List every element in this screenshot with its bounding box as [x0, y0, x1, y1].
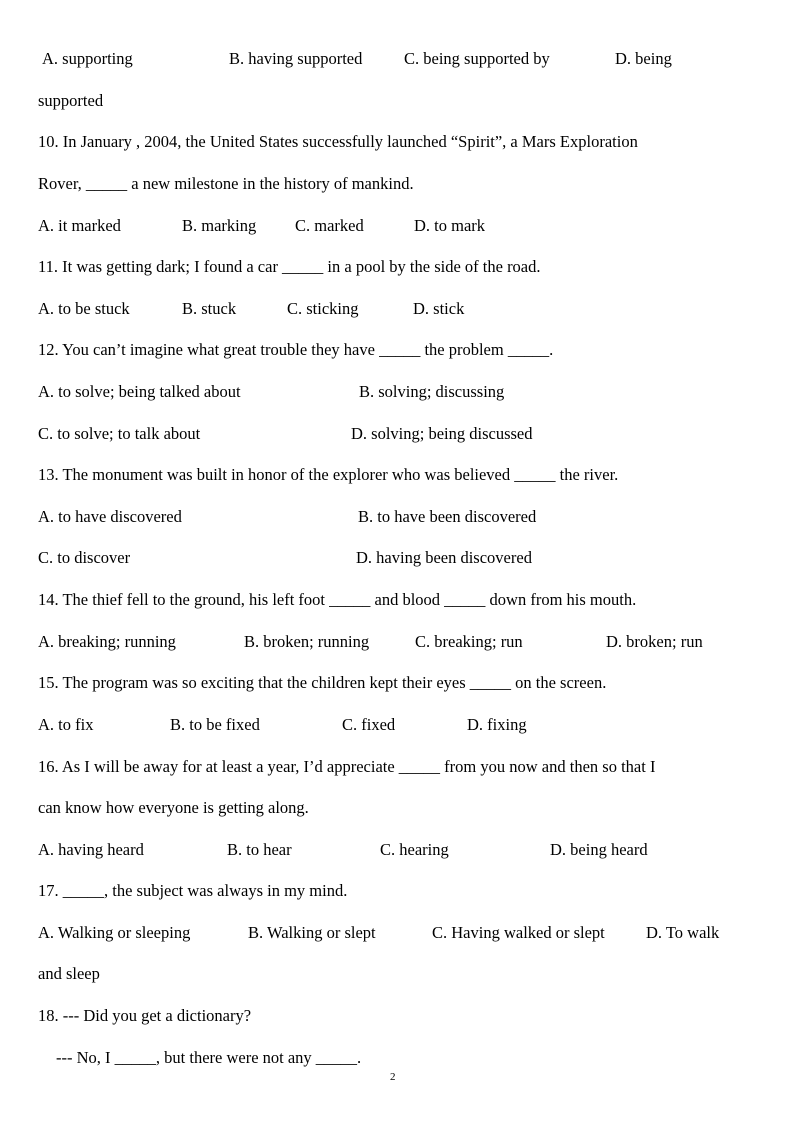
- q17-option-a: A. Walking or sleeping: [38, 923, 191, 942]
- q11-option-d: D. stick: [413, 299, 465, 318]
- q10-option-d: D. to mark: [414, 216, 486, 235]
- q12-option-b: B. solving; discussing: [359, 382, 505, 401]
- q12-option-c: C. to solve; to talk about: [38, 424, 201, 443]
- q11-stem: 11. It was getting dark; I found a car _____ in a pool by the side of the road.: [38, 257, 541, 276]
- q17-option-d: D. To walk: [646, 923, 720, 942]
- q14-options: [38, 630, 744, 654]
- q14-option-b: B. broken; running: [244, 632, 370, 651]
- q9-options: [38, 47, 744, 71]
- q15-stem: 15. The program was so exciting that the children kept their eyes _____ on the screen.: [38, 673, 607, 692]
- q16-option-a: A. having heard: [38, 840, 144, 859]
- q11-options: [38, 297, 744, 321]
- q9-option-c: C. being supported by: [404, 49, 550, 68]
- q13-options-row1: [38, 505, 744, 529]
- q10-option-c: C. marked: [295, 216, 364, 235]
- q9-option-a: A. supporting: [42, 49, 133, 68]
- q16-option-b: B. to hear: [227, 840, 292, 859]
- q14-stem: 14. The thief fell to the ground, his left foot _____ and blood _____ down from his mouth.: [38, 590, 637, 609]
- q16-option-c: C. hearing: [380, 840, 449, 859]
- q14-option-a: A. breaking; running: [38, 632, 176, 651]
- q12-stem: 12. You can’t imagine what great trouble they have _____ the problem _____.: [38, 340, 554, 359]
- q13-option-a: A. to have discovered: [38, 507, 182, 526]
- q13-stem: 13. The monument was built in honor of the explorer who was believed _____ the river.: [38, 465, 619, 484]
- q16-option-d: D. being heard: [550, 840, 648, 859]
- q9-option-d: D. being: [615, 49, 672, 68]
- q16-stem-line1: 16. As I will be away for at least a year, I’d appreciate _____ from you now and then so that I: [38, 757, 656, 776]
- q13-option-c: C. to discover: [38, 548, 131, 567]
- q14-option-c: C. breaking; run: [415, 632, 523, 651]
- q17-option-b: B. Walking or slept: [248, 923, 376, 942]
- q15-option-d: D. fixing: [467, 715, 527, 734]
- q17-option-d-wrap: and sleep: [38, 964, 100, 983]
- q15-option-b: B. to be fixed: [170, 715, 260, 734]
- q13-option-b: B. to have been discovered: [358, 507, 537, 526]
- q15-options: [38, 713, 744, 737]
- q12-options-row1: [38, 380, 744, 404]
- q10-stem-line2: Rover, _____ a new milestone in the history of mankind.: [38, 174, 414, 193]
- q11-option-b: B. stuck: [182, 299, 237, 318]
- q18-reply: --- No, I _____, but there were not any _____.: [56, 1048, 362, 1067]
- q15-option-a: A. to fix: [38, 715, 94, 734]
- q13-options-row2: [38, 546, 744, 570]
- q10-stem-line1: 10. In January , 2004, the United States successfully launched “Spirit”, a Mars Exploration: [38, 132, 638, 151]
- q10-options: [38, 214, 744, 238]
- q17-stem: 17. _____, the subject was always in my mind.: [38, 881, 348, 900]
- q12-options-row2: [38, 422, 744, 446]
- q13-option-d: D. having been discovered: [356, 548, 532, 567]
- q12-option-d: D. solving; being discussed: [351, 424, 533, 443]
- q9-option-d-wrap: supported: [38, 91, 104, 110]
- q17-options: [38, 921, 744, 945]
- q14-option-d: D. broken; run: [606, 632, 703, 651]
- q15-option-c: C. fixed: [342, 715, 396, 734]
- q16-stem-line2: can know how everyone is getting along.: [38, 798, 309, 817]
- q17-option-c: C. Having walked or slept: [432, 923, 605, 942]
- q10-option-b: B. marking: [182, 216, 257, 235]
- q16-options: [38, 838, 744, 862]
- q18-stem: 18. --- Did you get a dictionary?: [38, 1006, 252, 1025]
- q10-option-a: A. it marked: [38, 216, 121, 235]
- q11-option-a: A. to be stuck: [38, 299, 130, 318]
- q11-option-c: C. sticking: [287, 299, 359, 318]
- page-number: 2: [390, 1071, 396, 1083]
- q9-option-b: B. having supported: [229, 49, 363, 68]
- q12-option-a: A. to solve; being talked about: [38, 382, 241, 401]
